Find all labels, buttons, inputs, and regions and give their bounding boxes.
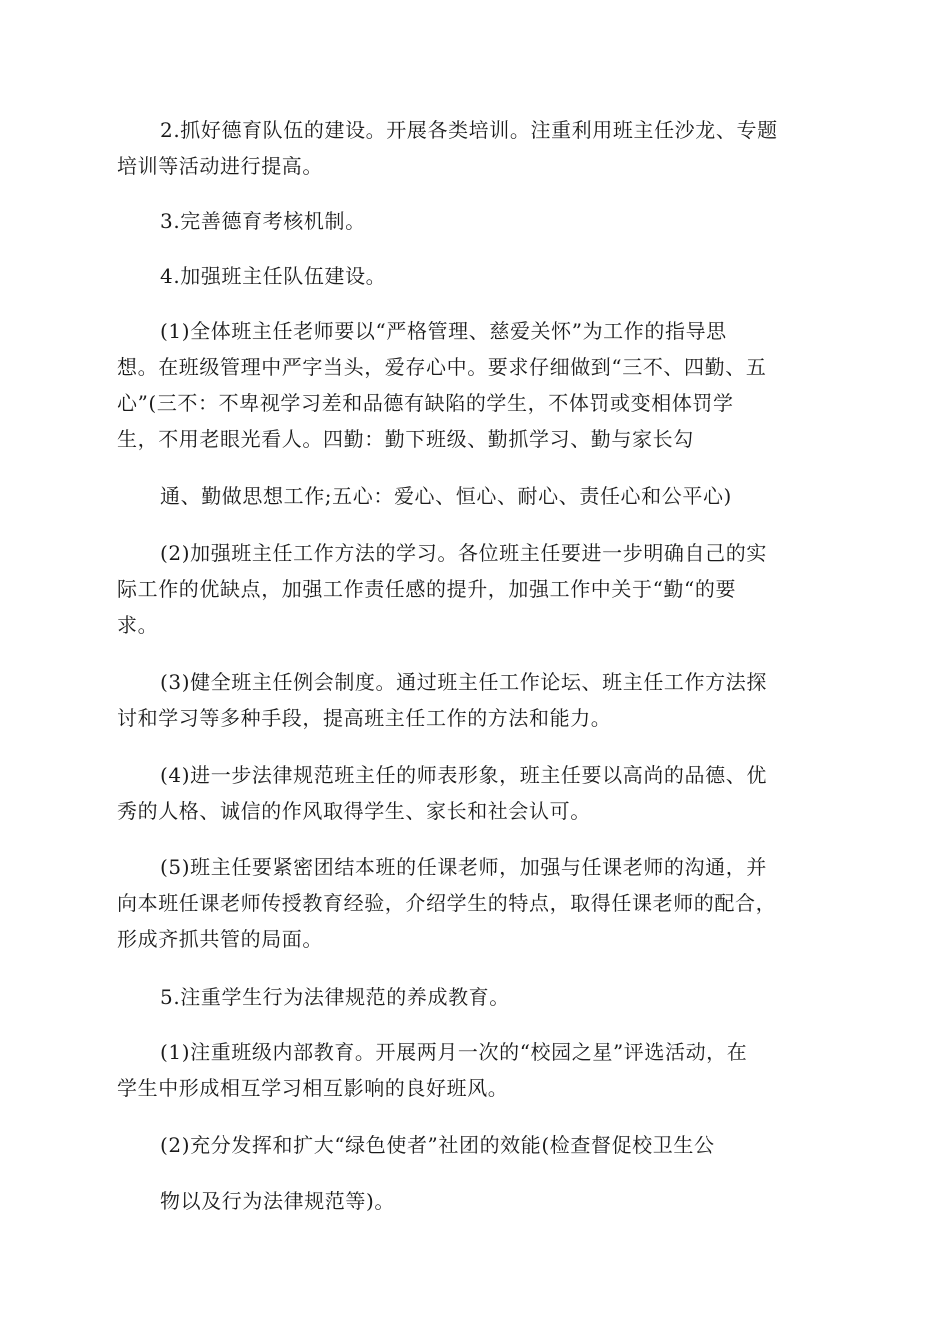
- paragraph-11: [117, 1034, 835, 1106]
- paragraph-6: [117, 535, 835, 643]
- paragraph-line: 2.抓好德育队伍的建设。开展各类培训。注重利用班主任沙龙、专题: [160, 118, 778, 142]
- paragraph-line: (5)班主任要紧密团结本班的任课老师，加强与任课老师的沟通，并: [160, 855, 767, 879]
- paragraph-13: [117, 1183, 835, 1219]
- paragraph-line: 培训等活动进行提高。: [117, 154, 323, 178]
- paragraph-line: (1)全体班主任老师要以“严格管理、慈爱关怀”为工作的指导思: [160, 319, 727, 343]
- paragraph-10: [117, 979, 835, 1015]
- paragraph-line: 3.完善德育考核机制。: [160, 209, 366, 233]
- paragraph-2: [117, 203, 835, 239]
- paragraph-line: 形成齐抓共管的局面。: [117, 927, 323, 951]
- paragraph-8: [117, 757, 835, 829]
- paragraph-line: (2)加强班主任工作方法的学习。各位班主任要进一步明确自己的实: [160, 541, 767, 565]
- paragraph-4: [117, 313, 835, 457]
- paragraph-line: 5.注重学生行为法律规范的养成教育。: [160, 985, 510, 1009]
- paragraph-line: (4)进一步法律规范班主任的师表形象，班主任要以高尚的品德、优: [160, 763, 767, 787]
- paragraph-line: 生，不用老眼光看人。四勤：勤下班级、勤抓学习、勤与家长勾: [117, 427, 694, 451]
- paragraph-line: 秀的人格、诚信的作风取得学生、家长和社会认可。: [117, 799, 591, 823]
- paragraph-line: 学生中形成相互学习相互影响的良好班风。: [117, 1076, 509, 1100]
- paragraph-line: 通、勤做思想工作;五心：爱心、恒心、耐心、责任心和公平心): [160, 484, 732, 508]
- paragraph-line: (3)健全班主任例会制度。通过班主任工作论坛、班主任工作方法探: [160, 670, 767, 694]
- paragraph-line: 4.加强班主任队伍建设。: [160, 264, 387, 288]
- paragraph-line: 想。在班级管理中严字当头，爱存心中。要求仔细做到“三不、四勤、五: [117, 355, 767, 379]
- paragraph-line: 心”(三不：不卑视学习差和品德有缺陷的学生，不体罚或变相体罚学: [117, 391, 734, 415]
- paragraph-line: 讨和学习等多种手段，提高班主任工作的方法和能力。: [117, 706, 612, 730]
- paragraph-12: [117, 1127, 835, 1163]
- paragraph-line: 向本班任课老师传授教育经验，介绍学生的特点，取得任课老师的配合，: [117, 891, 777, 915]
- paragraph-line: 际工作的优缺点，加强工作责任感的提升，加强工作中关于“勤“的要: [117, 577, 737, 601]
- paragraph-line: (2)充分发挥和扩大“绿色使者”社团的效能(检查督促校卫生公: [160, 1133, 715, 1157]
- paragraph-1: [117, 112, 835, 184]
- paragraph-3: [117, 258, 835, 294]
- paragraph-line: (1)注重班级内部教育。开展两月一次的“校园之星”评选活动，在: [160, 1040, 748, 1064]
- paragraph-5: [117, 478, 835, 514]
- paragraph-9: [117, 849, 835, 957]
- paragraph-7: [117, 664, 835, 736]
- paragraph-line: 求。: [117, 613, 159, 637]
- paragraph-line: 物以及行为法律规范等)。: [160, 1189, 396, 1213]
